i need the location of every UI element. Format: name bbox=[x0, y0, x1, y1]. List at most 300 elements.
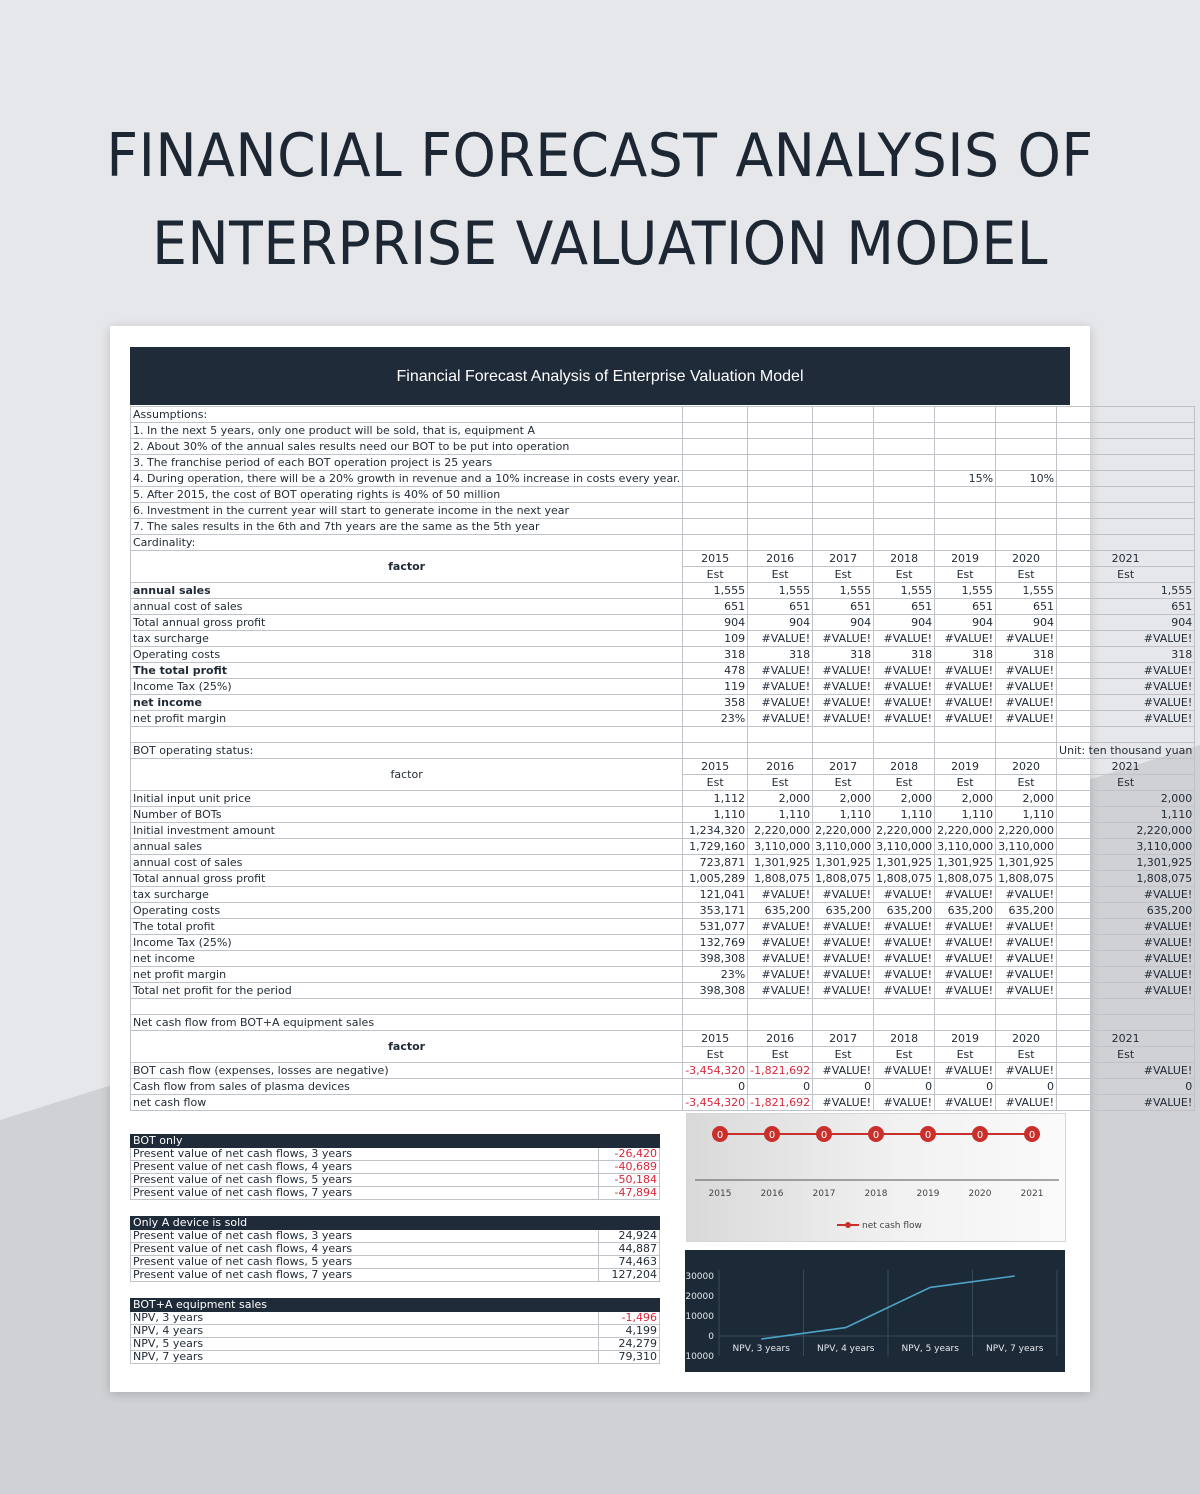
value-cell: #VALUE! bbox=[996, 887, 1057, 903]
empty-cell bbox=[748, 1015, 813, 1031]
empty-cell bbox=[813, 439, 874, 455]
value-cell: #VALUE! bbox=[1057, 1063, 1195, 1079]
value-cell: #VALUE! bbox=[996, 1095, 1057, 1111]
value-cell: 1,555 bbox=[1057, 583, 1195, 599]
x-tick-label: 2018 bbox=[864, 1189, 888, 1199]
value-cell: #VALUE! bbox=[935, 967, 996, 983]
data-label: 0 bbox=[1028, 1130, 1036, 1141]
summary-label: Present value of net cash flows, 4 years bbox=[131, 1243, 599, 1256]
year-header: 2017 bbox=[813, 1031, 874, 1047]
empty-cell bbox=[1057, 407, 1195, 423]
assumption-row bbox=[131, 423, 1195, 439]
data-label: 0 bbox=[976, 1130, 984, 1141]
summary-row bbox=[131, 1243, 660, 1256]
summary-label: NPV, 4 years bbox=[131, 1325, 599, 1338]
value-cell: #VALUE! bbox=[813, 1095, 874, 1111]
empty-cell bbox=[1057, 999, 1195, 1015]
assumption-row bbox=[131, 487, 1195, 503]
empty-cell bbox=[874, 455, 935, 471]
value-cell: #VALUE! bbox=[996, 711, 1057, 727]
empty-cell bbox=[813, 407, 874, 423]
year-header: 2017 bbox=[813, 551, 874, 567]
year-header: 2019 bbox=[935, 1031, 996, 1047]
value-cell: 1,555 bbox=[748, 583, 813, 599]
est-label: Est bbox=[748, 567, 813, 583]
value-cell: 0 bbox=[748, 1079, 813, 1095]
est-label: Est bbox=[874, 567, 935, 583]
value-cell: 531,077 bbox=[683, 919, 748, 935]
value-cell: #VALUE! bbox=[748, 695, 813, 711]
year-header: 2019 bbox=[935, 759, 996, 775]
empty-cell bbox=[813, 535, 874, 551]
cashflow-label: Net cash flow from BOT+A equipment sales bbox=[131, 1015, 683, 1031]
est-label: Est bbox=[1057, 775, 1195, 791]
empty-cell bbox=[935, 455, 996, 471]
est-label: Est bbox=[996, 567, 1057, 583]
summary-row bbox=[131, 1338, 660, 1351]
empty-cell bbox=[748, 743, 813, 759]
unit-label: Unit: ten thousand yuan bbox=[1057, 743, 1195, 759]
value-cell: 1,110 bbox=[874, 807, 935, 823]
value-cell: #VALUE! bbox=[874, 711, 935, 727]
value-cell: #VALUE! bbox=[1057, 887, 1195, 903]
summary-value: 4,199 bbox=[599, 1325, 660, 1338]
summary-value: 24,279 bbox=[599, 1338, 660, 1351]
empty-cell bbox=[996, 503, 1057, 519]
section1-data-row bbox=[131, 615, 1195, 631]
empty-cell bbox=[996, 407, 1057, 423]
x-tick-label: 2015 bbox=[708, 1189, 732, 1199]
value-cell: 0 bbox=[935, 1079, 996, 1095]
value-cell: #VALUE! bbox=[996, 967, 1057, 983]
summary-row bbox=[131, 1161, 660, 1174]
value-cell: 318 bbox=[935, 647, 996, 663]
value-cell: 635,200 bbox=[1057, 903, 1195, 919]
growth-pct: 15% bbox=[935, 471, 996, 487]
section2-data-row bbox=[131, 855, 1195, 871]
page-title-line-1: FINANCIAL FORECAST ANALYSIS OF bbox=[106, 121, 1094, 191]
summary-row bbox=[131, 1351, 660, 1364]
value-cell: #VALUE! bbox=[935, 919, 996, 935]
value-cell: #VALUE! bbox=[813, 631, 874, 647]
empty-cell bbox=[748, 727, 813, 743]
summary-row bbox=[131, 1256, 660, 1269]
value-cell: 3,110,000 bbox=[748, 839, 813, 855]
factor-label: factor bbox=[131, 551, 683, 583]
value-cell: #VALUE! bbox=[748, 935, 813, 951]
empty-cell bbox=[1057, 503, 1195, 519]
row-label: Cash flow from sales of plasma devices bbox=[131, 1079, 683, 1095]
row-label: Total annual gross profit bbox=[131, 615, 683, 631]
year-header: 2021 bbox=[1057, 1031, 1195, 1047]
empty-cell bbox=[996, 999, 1057, 1015]
cardinality-label: Cardinality: bbox=[131, 535, 683, 551]
section2-data-row bbox=[131, 919, 1195, 935]
value-cell: 398,308 bbox=[683, 983, 748, 999]
value-cell: 2,220,000 bbox=[1057, 823, 1195, 839]
value-cell: #VALUE! bbox=[874, 679, 935, 695]
section1-data-row bbox=[131, 599, 1195, 615]
value-cell: #VALUE! bbox=[1057, 935, 1195, 951]
value-cell: 904 bbox=[1057, 615, 1195, 631]
empty-cell bbox=[813, 743, 874, 759]
value-cell: 1,110 bbox=[813, 807, 874, 823]
empty-cell bbox=[874, 1015, 935, 1031]
summary-header: BOT+A equipment sales bbox=[131, 1299, 599, 1312]
value-cell: #VALUE! bbox=[935, 983, 996, 999]
year-header: 2015 bbox=[683, 759, 748, 775]
empty-cell bbox=[935, 487, 996, 503]
value-cell: #VALUE! bbox=[1057, 663, 1195, 679]
value-cell: #VALUE! bbox=[1057, 679, 1195, 695]
summary-table bbox=[130, 1298, 660, 1364]
empty-cell bbox=[599, 1135, 660, 1148]
assumption-text: 7. The sales results in the 6th and 7th years are the same as the 5th year bbox=[131, 519, 683, 535]
empty-cell bbox=[813, 727, 874, 743]
value-cell: 318 bbox=[996, 647, 1057, 663]
empty-cell bbox=[1057, 727, 1195, 743]
empty-cell bbox=[874, 503, 935, 519]
summary-value: -47,894 bbox=[599, 1187, 660, 1200]
year-header: 2018 bbox=[874, 1031, 935, 1047]
est-label: Est bbox=[813, 567, 874, 583]
value-cell: #VALUE! bbox=[813, 711, 874, 727]
empty-cell bbox=[748, 471, 813, 487]
row-label: BOT cash flow (expenses, losses are negative) bbox=[131, 1063, 683, 1079]
section2-data-row bbox=[131, 791, 1195, 807]
value-cell: 723,871 bbox=[683, 855, 748, 871]
data-label: 0 bbox=[768, 1130, 776, 1141]
summary-row bbox=[131, 1230, 660, 1243]
cost-pct: 10% bbox=[996, 471, 1057, 487]
value-cell: #VALUE! bbox=[996, 951, 1057, 967]
bot-header-row bbox=[131, 743, 1195, 759]
empty-cell bbox=[748, 439, 813, 455]
row-label: net profit margin bbox=[131, 711, 683, 727]
empty-cell bbox=[996, 439, 1057, 455]
empty-cell bbox=[748, 519, 813, 535]
value-cell: #VALUE! bbox=[874, 919, 935, 935]
value-cell: #VALUE! bbox=[874, 1063, 935, 1079]
empty-cell bbox=[131, 727, 683, 743]
value-cell: 904 bbox=[874, 615, 935, 631]
empty-cell bbox=[874, 407, 935, 423]
value-cell: 1,555 bbox=[935, 583, 996, 599]
summary-label: Present value of net cash flows, 4 years bbox=[131, 1161, 599, 1174]
empty-cell bbox=[683, 487, 748, 503]
sheet-title: Financial Forecast Analysis of Enterprise Valuation Model bbox=[130, 347, 1070, 405]
section2-data-row bbox=[131, 967, 1195, 983]
main-grid bbox=[130, 406, 1195, 1111]
value-cell: 651 bbox=[874, 599, 935, 615]
value-cell: #VALUE! bbox=[813, 935, 874, 951]
value-cell: 318 bbox=[874, 647, 935, 663]
summary-table bbox=[130, 1216, 660, 1282]
spreadsheet-card bbox=[110, 326, 1193, 1392]
value-cell: #VALUE! bbox=[874, 631, 935, 647]
value-cell: -3,454,320 bbox=[683, 1063, 748, 1079]
value-cell: 3,110,000 bbox=[874, 839, 935, 855]
value-cell: 1,301,925 bbox=[748, 855, 813, 871]
value-cell: 132,769 bbox=[683, 935, 748, 951]
value-cell: #VALUE! bbox=[1057, 967, 1195, 983]
value-cell: #VALUE! bbox=[748, 919, 813, 935]
section3-data-row bbox=[131, 1095, 1195, 1111]
cardinality-header-row bbox=[131, 535, 1195, 551]
empty-cell bbox=[683, 999, 748, 1015]
year-header: 2016 bbox=[748, 551, 813, 567]
value-cell: #VALUE! bbox=[996, 1063, 1057, 1079]
row-label: tax surcharge bbox=[131, 631, 683, 647]
assumption-row bbox=[131, 519, 1195, 535]
empty-cell bbox=[874, 519, 935, 535]
empty-cell bbox=[1057, 487, 1195, 503]
row-label: net profit margin bbox=[131, 967, 683, 983]
value-cell: 318 bbox=[1057, 647, 1195, 663]
factor-label: factor bbox=[131, 1031, 683, 1063]
value-cell: #VALUE! bbox=[874, 983, 935, 999]
empty-cell bbox=[599, 1217, 660, 1230]
value-cell: #VALUE! bbox=[748, 983, 813, 999]
section1-data-row bbox=[131, 663, 1195, 679]
value-cell: #VALUE! bbox=[748, 951, 813, 967]
value-cell: 2,220,000 bbox=[996, 823, 1057, 839]
empty-cell bbox=[813, 503, 874, 519]
x-tick-label: 2017 bbox=[812, 1189, 836, 1199]
empty-cell bbox=[935, 727, 996, 743]
value-cell: 1,555 bbox=[874, 583, 935, 599]
value-cell: 0 bbox=[996, 1079, 1057, 1095]
est-label: Est bbox=[748, 1047, 813, 1063]
value-cell: 0 bbox=[1057, 1079, 1195, 1095]
value-cell: #VALUE! bbox=[1057, 695, 1195, 711]
spacer-row bbox=[131, 999, 1195, 1015]
value-cell: 635,200 bbox=[874, 903, 935, 919]
year-header: 2016 bbox=[748, 1031, 813, 1047]
empty-cell bbox=[874, 727, 935, 743]
value-cell: 318 bbox=[813, 647, 874, 663]
value-cell: #VALUE! bbox=[935, 711, 996, 727]
empty-cell bbox=[874, 439, 935, 455]
value-cell: 1,110 bbox=[748, 807, 813, 823]
row-label: annual cost of sales bbox=[131, 855, 683, 871]
summary-header-row bbox=[131, 1299, 660, 1312]
empty-cell bbox=[683, 727, 748, 743]
assumption-row bbox=[131, 455, 1195, 471]
value-cell: #VALUE! bbox=[874, 887, 935, 903]
value-cell: 2,000 bbox=[935, 791, 996, 807]
section2-data-row bbox=[131, 823, 1195, 839]
y-tick-label: 20000 bbox=[685, 1292, 714, 1302]
est-label: Est bbox=[1057, 1047, 1195, 1063]
section2-data-row bbox=[131, 903, 1195, 919]
value-cell: 0 bbox=[874, 1079, 935, 1095]
value-cell: #VALUE! bbox=[748, 887, 813, 903]
summary-label: Present value of net cash flows, 7 years bbox=[131, 1187, 599, 1200]
x-tick-label: 2016 bbox=[760, 1189, 784, 1199]
empty-cell bbox=[748, 503, 813, 519]
summary-label: Present value of net cash flows, 5 years bbox=[131, 1256, 599, 1269]
empty-cell bbox=[1057, 1015, 1195, 1031]
value-cell: 1,555 bbox=[683, 583, 748, 599]
year-header: 2021 bbox=[1057, 551, 1195, 567]
value-cell: #VALUE! bbox=[935, 1095, 996, 1111]
value-cell: 398,308 bbox=[683, 951, 748, 967]
empty-cell bbox=[874, 535, 935, 551]
summary-label: NPV, 7 years bbox=[131, 1351, 599, 1364]
row-label: Income Tax (25%) bbox=[131, 935, 683, 951]
summary-row bbox=[131, 1269, 660, 1282]
data-label: 0 bbox=[924, 1130, 932, 1141]
value-cell: 1,301,925 bbox=[1057, 855, 1195, 871]
value-cell: 904 bbox=[683, 615, 748, 631]
row-label: net income bbox=[131, 695, 683, 711]
value-cell: 651 bbox=[683, 599, 748, 615]
assumption-row bbox=[131, 471, 1195, 487]
empty-cell bbox=[935, 999, 996, 1015]
empty-cell bbox=[813, 423, 874, 439]
year-header: 2017 bbox=[813, 759, 874, 775]
value-cell: #VALUE! bbox=[813, 679, 874, 695]
year-header: 2018 bbox=[874, 551, 935, 567]
row-label: annual cost of sales bbox=[131, 599, 683, 615]
summary-value: 74,463 bbox=[599, 1256, 660, 1269]
section1-data-row bbox=[131, 711, 1195, 727]
assumption-text: 3. The franchise period of each BOT operation project is 25 years bbox=[131, 455, 683, 471]
value-cell: 904 bbox=[748, 615, 813, 631]
assumption-text: 6. Investment in the current year will start to generate income in the next year bbox=[131, 503, 683, 519]
est-label: Est bbox=[1057, 567, 1195, 583]
empty-cell bbox=[935, 439, 996, 455]
y-tick-label: 0 bbox=[708, 1332, 714, 1342]
empty-cell bbox=[996, 727, 1057, 743]
x-tick-label: NPV, 5 years bbox=[901, 1344, 959, 1354]
summary-label: NPV, 3 years bbox=[131, 1312, 599, 1325]
row-label: Operating costs bbox=[131, 903, 683, 919]
summary-value: -40,689 bbox=[599, 1161, 660, 1174]
empty-cell bbox=[813, 999, 874, 1015]
value-cell: #VALUE! bbox=[996, 663, 1057, 679]
value-cell: 2,000 bbox=[748, 791, 813, 807]
data-label: 0 bbox=[716, 1130, 724, 1141]
legend-label: net cash flow bbox=[862, 1221, 922, 1231]
est-label: Est bbox=[996, 1047, 1057, 1063]
row-label: Initial investment amount bbox=[131, 823, 683, 839]
value-cell: 1,110 bbox=[996, 807, 1057, 823]
empty-cell bbox=[935, 519, 996, 535]
empty-cell bbox=[874, 487, 935, 503]
factor-label: factor bbox=[131, 759, 683, 791]
value-cell: 318 bbox=[748, 647, 813, 663]
value-cell: #VALUE! bbox=[813, 695, 874, 711]
value-cell: 1,112 bbox=[683, 791, 748, 807]
y-tick-label: 30000 bbox=[685, 1272, 714, 1282]
empty-cell bbox=[813, 487, 874, 503]
row-label: Operating costs bbox=[131, 647, 683, 663]
value-cell: 0 bbox=[813, 1079, 874, 1095]
value-cell: #VALUE! bbox=[935, 1063, 996, 1079]
empty-cell bbox=[683, 519, 748, 535]
value-cell: #VALUE! bbox=[748, 679, 813, 695]
value-cell: 651 bbox=[935, 599, 996, 615]
value-cell: 23% bbox=[683, 711, 748, 727]
section2-data-row bbox=[131, 887, 1195, 903]
x-tick-label: 2020 bbox=[968, 1189, 992, 1199]
value-cell: 1,301,925 bbox=[935, 855, 996, 871]
assumption-text: 4. During operation, there will be a 20% growth in revenue and a 10% increase in costs every year. bbox=[131, 471, 683, 487]
value-cell: #VALUE! bbox=[1057, 1095, 1195, 1111]
x-tick-label: NPV, 7 years bbox=[986, 1344, 1044, 1354]
value-cell: 2,000 bbox=[996, 791, 1057, 807]
value-cell: 2,220,000 bbox=[874, 823, 935, 839]
summary-value: -26,420 bbox=[599, 1148, 660, 1161]
empty-cell bbox=[748, 487, 813, 503]
value-cell: 651 bbox=[1057, 599, 1195, 615]
est-label: Est bbox=[813, 1047, 874, 1063]
est-label: Est bbox=[874, 775, 935, 791]
value-cell: 904 bbox=[935, 615, 996, 631]
value-cell: 318 bbox=[683, 647, 748, 663]
value-cell: 651 bbox=[748, 599, 813, 615]
section2-year-row bbox=[131, 759, 1195, 775]
value-cell: 2,220,000 bbox=[813, 823, 874, 839]
empty-cell bbox=[874, 743, 935, 759]
value-cell: #VALUE! bbox=[935, 887, 996, 903]
value-cell: 1,729,160 bbox=[683, 839, 748, 855]
value-cell: 904 bbox=[813, 615, 874, 631]
empty-cell bbox=[1057, 471, 1195, 487]
x-tick-label: NPV, 4 years bbox=[817, 1344, 875, 1354]
value-cell: #VALUE! bbox=[813, 983, 874, 999]
row-label: annual sales bbox=[131, 583, 683, 599]
value-cell: 2,000 bbox=[1057, 791, 1195, 807]
year-header: 2019 bbox=[935, 551, 996, 567]
summary-label: Present value of net cash flows, 5 years bbox=[131, 1174, 599, 1187]
value-cell: #VALUE! bbox=[874, 695, 935, 711]
section2-data-row bbox=[131, 951, 1195, 967]
value-cell: #VALUE! bbox=[935, 663, 996, 679]
value-cell: 1,808,075 bbox=[996, 871, 1057, 887]
spacer-row bbox=[131, 727, 1195, 743]
row-label: net income bbox=[131, 951, 683, 967]
section2-data-row bbox=[131, 935, 1195, 951]
value-cell: 478 bbox=[683, 663, 748, 679]
value-cell: 2,000 bbox=[874, 791, 935, 807]
value-cell: #VALUE! bbox=[813, 1063, 874, 1079]
value-cell: #VALUE! bbox=[1057, 951, 1195, 967]
year-header: 2020 bbox=[996, 759, 1057, 775]
x-tick-label: NPV, 3 years bbox=[732, 1344, 790, 1354]
value-cell: 2,000 bbox=[813, 791, 874, 807]
value-cell: #VALUE! bbox=[935, 679, 996, 695]
value-cell: 1,301,925 bbox=[874, 855, 935, 871]
year-header: 2020 bbox=[996, 1031, 1057, 1047]
section3-year-row bbox=[131, 1031, 1195, 1047]
y-tick-label: 10000 bbox=[685, 1312, 714, 1322]
empty-cell bbox=[683, 455, 748, 471]
value-cell: #VALUE! bbox=[996, 631, 1057, 647]
x-tick-label: 2021 bbox=[1020, 1189, 1044, 1199]
row-label: The total profit bbox=[131, 663, 683, 679]
value-cell: 1,301,925 bbox=[996, 855, 1057, 871]
value-cell: 2,220,000 bbox=[935, 823, 996, 839]
value-cell: -3,454,320 bbox=[683, 1095, 748, 1111]
value-cell: #VALUE! bbox=[996, 695, 1057, 711]
empty-cell bbox=[874, 423, 935, 439]
value-cell: 2,220,000 bbox=[748, 823, 813, 839]
empty-cell bbox=[748, 423, 813, 439]
empty-cell bbox=[599, 1299, 660, 1312]
